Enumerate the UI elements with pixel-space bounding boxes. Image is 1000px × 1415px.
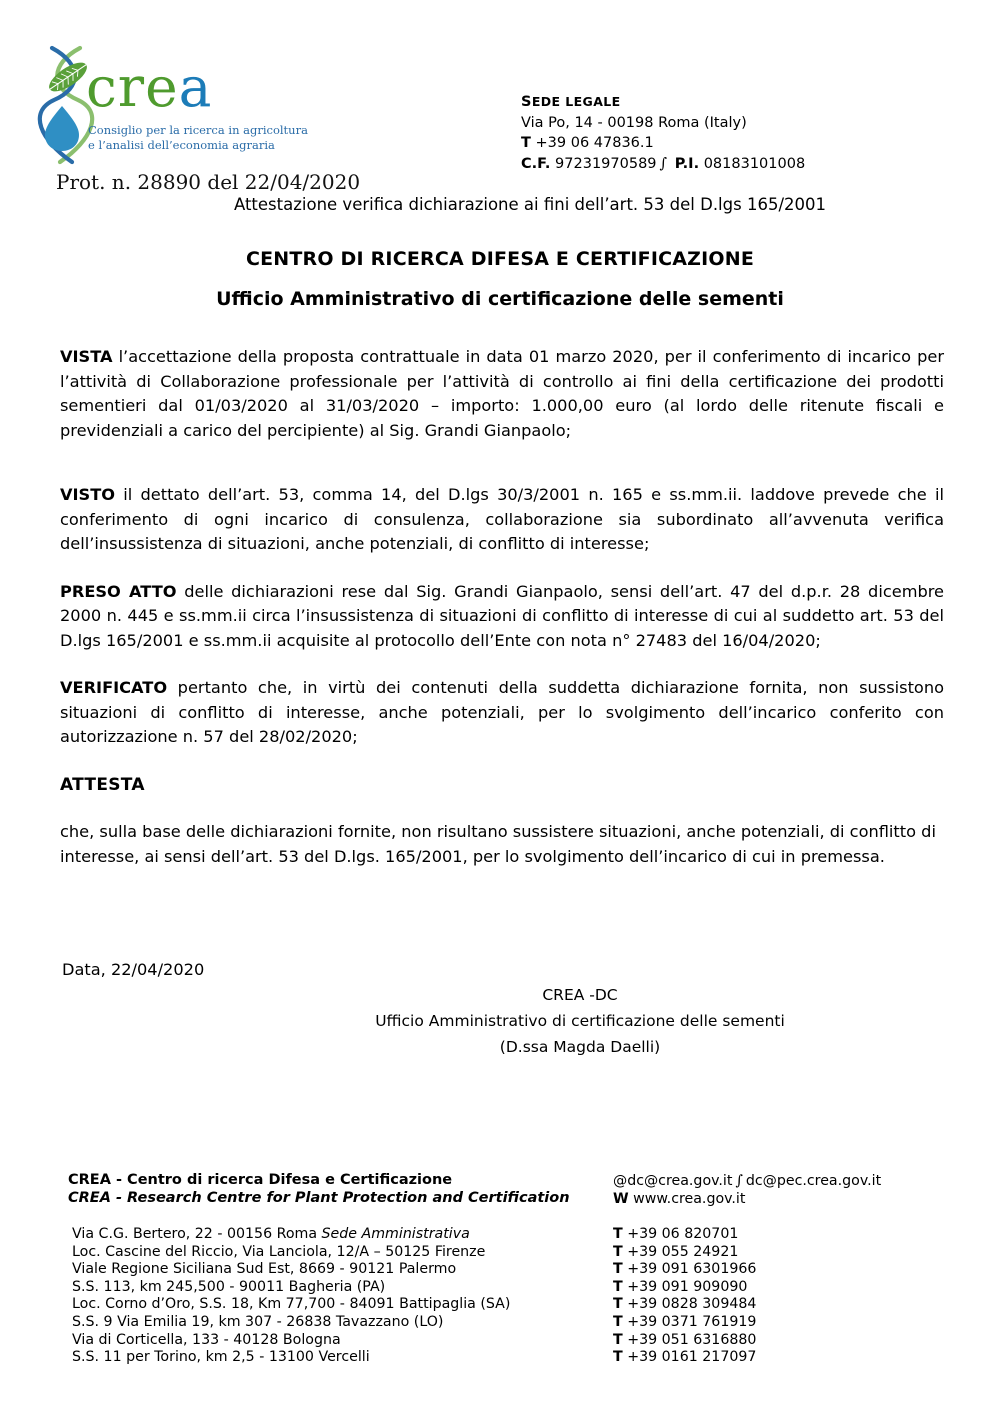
footer-branch-row xyxy=(68,1261,938,1279)
footer-email-separator-glyph: ∫ xyxy=(735,1173,743,1189)
cf-value: 97231970589 xyxy=(555,155,657,172)
paragraph-vista-label: VISTA xyxy=(60,347,113,366)
branch-phone xyxy=(613,1279,747,1297)
branch-phone-value: +39 055 24921 xyxy=(627,1243,739,1260)
footer-branch-row xyxy=(68,1349,938,1367)
branch-phone xyxy=(613,1349,756,1367)
branch-address xyxy=(72,1296,510,1314)
branch-phone-label: T xyxy=(613,1261,623,1278)
branch-address-text: S.S. 11 per Torino, km 2,5 - 13100 Vercelli xyxy=(72,1349,370,1366)
legal-address-street: Via Po, 14 - 00198 Roma (Italy) xyxy=(521,114,747,131)
branch-phone xyxy=(613,1332,756,1350)
branch-address xyxy=(72,1244,485,1262)
footer-branch-row xyxy=(68,1279,938,1297)
paragraph-preso-atto-text: delle dichiarazioni rese dal Sig. Grandi Gianpaolo, sensi dell’art. 47 del d.p.r. 28 dicembre 2000 n. 445 e ss.mm.ii circa l’insussistenza di situazioni di conflitto di interesse di cui al suddetto art. 53 del D.lgs 165/2001 e ss.mm.ii acquisite al protocollo dell’Ente con nota n° 27483 del 16/04/2020; xyxy=(60,581,944,650)
branch-phone-label: T xyxy=(613,1349,623,1366)
footer-org-block xyxy=(68,1172,938,1214)
branch-phone-label: T xyxy=(613,1296,623,1313)
branch-phone-value: +39 091 6301966 xyxy=(627,1261,757,1278)
document-footer xyxy=(68,1172,938,1367)
legal-address-heading-rest: EDE LEGALE xyxy=(531,94,621,109)
document-body xyxy=(60,345,944,869)
branch-phone-label: T xyxy=(613,1226,623,1242)
signature-block xyxy=(240,982,920,1060)
branch-address xyxy=(72,1349,370,1367)
footer-contact-block xyxy=(613,1172,881,1208)
protocol-number: Prot. n. 28890 del 22/04/2020 xyxy=(56,170,361,194)
phone-label: T xyxy=(521,135,531,151)
branch-phone-label: T xyxy=(613,1313,623,1330)
footer-branch-row xyxy=(68,1296,938,1314)
paragraph-visto-text: il dettato dell’art. 53, comma 14, del D.lgs 30/3/2001 n. 165 e ss.mm.ii. laddove prevede che il conferimento di ogni incarico di consulenza, collaborazione sia subordinato all’avvenuta verifica dell’insussistenza di situazioni, anche potenziali, di conflitto di interesse; xyxy=(60,485,944,553)
branch-address-text: Viale Regione Siciliana Sud Est, 8669 - 90121 Palermo xyxy=(72,1261,457,1278)
branch-phone-value: +39 0161 217097 xyxy=(627,1349,757,1366)
crea-logo xyxy=(34,44,308,169)
paragraph-visto xyxy=(60,483,944,557)
branch-phone-value: +39 0828 309484 xyxy=(627,1296,757,1313)
paragraph-preso-atto-label: PRESO ATTO xyxy=(60,581,177,601)
attesta-heading: ATTESTA xyxy=(60,774,145,795)
footer-branch-row xyxy=(68,1332,938,1350)
branch-address-text: Loc. Cascine del Riccio, Via Lanciola, 12/A – 50125 Firenze xyxy=(72,1243,486,1260)
paragraph-verificato-text: pertanto che, in virtù dei contenuti della suddetta dichiarazione fornita, non sussistono situazioni di conflitto di interesse, anche potenziali, per lo svolgimento dell’incarico conferito con autorizzazione n. 57 del 28/02/2020; xyxy=(60,678,944,746)
branch-phone xyxy=(613,1261,756,1279)
footer-website-row xyxy=(613,1190,881,1208)
paragraph-visto-label: VISTO xyxy=(60,485,116,504)
branch-phone-value: +39 051 6316880 xyxy=(627,1331,757,1348)
branch-address xyxy=(72,1332,341,1350)
paragraph-vista-text: l’accettazione della proposta contrattuale in data 01 marzo 2020, per il conferimento di incarico per l’attività di Collaborazione professionale per l’attività di controllo ai fini della certificazione dei prodotti sementieri dal 01/03/2020 al 31/03/2020 – importo: 1.000,00 euro (al lordo delle ritenute fiscali e previdenziali a carico del percipiente) al Sig. Grandi Gianpaolo; xyxy=(60,347,944,440)
branch-phone xyxy=(613,1226,738,1244)
wordmark-green-part: cre xyxy=(86,55,179,119)
branch-phone xyxy=(613,1314,756,1332)
title-line-2: Ufficio Amministrativo di certificazione delle sementi xyxy=(216,288,784,310)
cf-label: C.F. xyxy=(521,155,551,172)
wordmark-blue-part: a xyxy=(178,55,213,119)
footer-org-english: CREA - Research Centre for Plant Protection and Certification xyxy=(68,1190,570,1206)
pi-value: 08183101008 xyxy=(703,155,806,172)
footer-org-italian: CREA - Centro di ricerca Difesa e Certificazione xyxy=(68,1172,453,1188)
legal-address-heading xyxy=(521,92,805,113)
branch-phone xyxy=(613,1296,756,1314)
signature-office-full: Ufficio Amministrativo di certificazione delle sementi xyxy=(375,1012,785,1030)
branch-phone-label: T xyxy=(613,1331,623,1348)
legal-address-heading-cap: S xyxy=(521,94,532,110)
paragraph-verificato-label: VERIFICATO xyxy=(60,678,168,697)
branch-address-text: Via di Corticella, 133 - 40128 Bologna xyxy=(72,1331,341,1348)
branch-address-note: Sede Amministrativa xyxy=(321,1226,470,1242)
footer-branch-row xyxy=(68,1314,938,1332)
branch-phone-value: +39 091 909090 xyxy=(627,1278,748,1295)
spacer xyxy=(60,797,944,820)
title-line-1: CENTRO DI RICERCA DIFESA E CERTIFICAZIONE xyxy=(245,248,755,270)
footer-email-primary[interactable]: @dc@crea.gov.it xyxy=(613,1173,733,1189)
signature-name: (D.ssa Magda Daelli) xyxy=(499,1038,661,1056)
tax-separator-glyph: ∫ xyxy=(659,155,668,172)
document-subtitle: Attestazione verifica dichiarazione ai fini dell’art. 53 del D.lgs 165/2001 xyxy=(233,195,827,214)
branch-address xyxy=(72,1226,470,1244)
phone-value: +39 06 47836.1 xyxy=(535,135,654,151)
spacer xyxy=(60,750,944,773)
crea-tagline-line2: e l’analisi dell’economia agraria xyxy=(88,137,275,152)
spacer xyxy=(60,557,944,580)
paragraph-closing: che, sulla base delle dichiarazioni fornite, non risultano sussistere situazioni, anche potenziali, di conflitto di interesse, ai sensi dell’art. 53 del D.lgs. 165/2001, per lo svolgimento dell’incarico di cui in premessa. xyxy=(60,822,936,866)
branch-address xyxy=(72,1279,385,1297)
paragraph-preso-atto xyxy=(60,580,944,654)
web-label: W xyxy=(613,1191,629,1207)
branch-address xyxy=(72,1314,443,1332)
branch-address-text: Loc. Corno d’Oro, S.S. 18, Km 77,700 - 84091 Battipaglia (SA) xyxy=(72,1296,511,1313)
branch-phone-label: T xyxy=(613,1278,623,1295)
crea-tagline-line1: Consiglio per la ricerca in agricoltura xyxy=(88,123,308,137)
legal-address-phone xyxy=(521,133,805,154)
document-titles xyxy=(0,248,1000,310)
branch-address-text: S.S. 9 Via Emilia 19, km 307 - 26838 Tavazzano (LO) xyxy=(72,1313,444,1330)
crea-tagline xyxy=(88,123,308,152)
signature-date: Data, 22/04/2020 xyxy=(62,960,205,979)
footer-email-pec[interactable]: dc@pec.crea.gov.it xyxy=(745,1173,882,1189)
footer-website[interactable]: www.crea.gov.it xyxy=(633,1191,746,1207)
paragraph-vista xyxy=(60,345,944,443)
paragraph-verificato xyxy=(60,676,944,750)
branch-phone-label: T xyxy=(613,1243,623,1260)
pi-label: P.I. xyxy=(674,155,700,172)
footer-emails xyxy=(613,1172,881,1190)
footer-branch-row xyxy=(68,1244,938,1262)
branch-address-text: Via C.G. Bertero, 22 - 00156 Roma xyxy=(72,1226,322,1242)
branch-phone-value: +39 06 820701 xyxy=(627,1226,739,1242)
branch-address-text: S.S. 113, km 245,500 - 90011 Bagheria (PA) xyxy=(72,1278,386,1295)
branch-phone xyxy=(613,1244,738,1262)
crea-wordmark xyxy=(86,55,213,119)
signature-office-short: CREA -DC xyxy=(542,986,618,1004)
branch-address xyxy=(72,1261,456,1279)
document-header xyxy=(0,0,1000,194)
footer-branch-row xyxy=(68,1226,938,1244)
legal-address-block xyxy=(521,92,805,174)
spacer xyxy=(60,443,944,483)
legal-address-tax xyxy=(521,154,805,175)
spacer xyxy=(60,653,944,676)
branch-phone-value: +39 0371 761919 xyxy=(627,1313,757,1330)
footer-branch-list xyxy=(68,1226,938,1367)
